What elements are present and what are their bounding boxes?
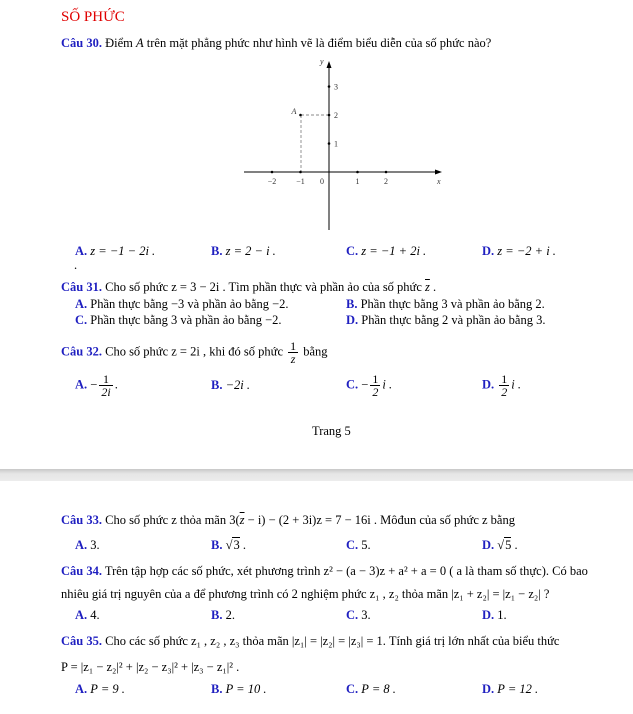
question-31-stem xyxy=(61,280,436,295)
question-35-line1 xyxy=(61,634,559,649)
option-b[interactable] xyxy=(346,297,545,312)
option-letter: C. xyxy=(75,313,88,327)
option-letter: A. xyxy=(75,682,88,696)
option-text: P = 8 . xyxy=(361,682,396,696)
option-text: P = 9 . xyxy=(90,682,125,696)
question-text-end: . xyxy=(429,280,437,294)
option-a[interactable] xyxy=(75,538,100,553)
x-tick-label: 1 xyxy=(355,177,360,186)
option-text: z = −1 − 2i . xyxy=(90,244,156,258)
question-text: bằng xyxy=(300,344,328,359)
suffix: i . xyxy=(511,377,522,392)
option-d[interactable] xyxy=(482,682,538,697)
question-30-stem xyxy=(61,36,491,51)
question-label: Câu 35. xyxy=(61,634,102,648)
x-tick-mark xyxy=(385,171,388,174)
y-tick-label: 1 xyxy=(334,139,338,149)
complex-plane-figure xyxy=(240,55,460,235)
fraction xyxy=(499,373,509,398)
option-b[interactable]: B. √3 . xyxy=(211,538,246,552)
point-a-label: A xyxy=(291,107,297,116)
denominator: 2i xyxy=(101,385,111,399)
option-letter: A. xyxy=(75,297,88,311)
option-text: Phần thực bằng 3 và phần ảo bằng 2. xyxy=(360,297,545,311)
option-text: 5. xyxy=(361,538,371,552)
option-text: 4. xyxy=(90,608,100,622)
x-tick-label: 2 xyxy=(384,177,388,186)
option-letter: B. xyxy=(211,682,223,696)
conjugate-z: $\overline{z}$ xyxy=(239,513,245,527)
y-tick-mark xyxy=(328,85,331,88)
sqrt-radicand: 5 xyxy=(505,538,512,552)
option-letter: B. xyxy=(211,608,223,622)
x-axis-arrow xyxy=(435,170,442,175)
numerator: 1 xyxy=(372,372,379,386)
y-axis-arrow xyxy=(327,61,332,68)
y-tick-label: 3 xyxy=(334,82,338,92)
numerator: 1 xyxy=(290,339,297,353)
option-letter: A. xyxy=(75,377,88,392)
question-label: Câu 30. xyxy=(61,36,102,50)
option-d[interactable] xyxy=(482,608,507,623)
option-letter: B. xyxy=(211,378,223,392)
y-tick-mark xyxy=(328,114,331,117)
y-tick-mark xyxy=(328,142,331,145)
question-32-stem xyxy=(61,340,328,365)
option-c[interactable] xyxy=(346,608,371,623)
option-text: P = 12 . xyxy=(497,682,539,696)
option-a[interactable] xyxy=(75,608,100,623)
numerator: 1 xyxy=(99,373,112,386)
option-letter: A. xyxy=(75,538,88,552)
question-label: Câu 33. xyxy=(61,513,102,527)
option-text: 2. xyxy=(225,608,235,622)
option-text: z = 2 − i . xyxy=(225,244,276,258)
option-text: 3. xyxy=(90,538,100,552)
option-d[interactable] xyxy=(482,244,556,259)
question-text: Cho số phức z = 2i , khi đó số phức xyxy=(105,344,287,359)
option-letter: D. xyxy=(482,538,495,552)
option-letter: A. xyxy=(75,608,88,622)
option-letter: C. xyxy=(346,682,359,696)
x-tick-mark xyxy=(299,171,302,174)
stray-dot: . xyxy=(74,258,78,272)
fraction xyxy=(370,373,380,398)
option-letter: D. xyxy=(346,313,359,327)
numerator: 1 xyxy=(501,372,508,386)
option-b[interactable] xyxy=(211,244,276,259)
fraction-one-over-z xyxy=(288,340,298,365)
question-34-line2: nhiêu giá trị nguyên của a để phương trình có 2 nghiệm phức z₁ , z₂ thỏa mãn |z₁ + z₂| = |z₁ − z₂| ? xyxy=(61,587,550,601)
minus-sign: − xyxy=(90,377,98,392)
option-d[interactable]: D. √5 . xyxy=(482,538,518,552)
option-text: 1. xyxy=(497,608,507,622)
option-letter: B. xyxy=(211,244,223,258)
option-text: z = −2 + i . xyxy=(497,244,556,258)
option-letter: C. xyxy=(346,377,359,392)
suffix: i . xyxy=(382,377,393,392)
question-text: Cho số phức z = 3 − 2i . Tìm phần thực và phần ảo của số phức xyxy=(105,280,426,294)
x-tick-mark xyxy=(271,171,274,174)
x-tick-label: −1 xyxy=(296,177,305,186)
option-letter: B. xyxy=(211,538,223,552)
question-text: Cho các số phức z₁ , z₂ , z₃ thỏa mãn |z₁| = |z₂| = |z₃| = 1. Tính giá trị lớn nhất của biểu thức xyxy=(105,634,560,648)
point-variable: A xyxy=(136,36,144,50)
option-a[interactable] xyxy=(75,682,125,697)
suffix: . xyxy=(239,538,246,552)
option-b[interactable] xyxy=(211,682,266,697)
option-letter: C. xyxy=(346,244,359,258)
option-a[interactable] xyxy=(75,244,155,259)
question-text: − i) − (2 + 3i)z = 7 − 16i . Môđun của số phức z bằng xyxy=(244,513,515,527)
question-34-line1 xyxy=(61,564,588,579)
fraction xyxy=(99,373,112,398)
option-c[interactable] xyxy=(346,682,396,697)
question-text: trên mặt phẳng phức như hình vẽ là điểm biểu diễn của số phức nào? xyxy=(143,36,492,50)
question-label: Câu 32. xyxy=(61,344,102,359)
option-letter: C. xyxy=(346,538,359,552)
suffix: . xyxy=(511,538,518,552)
denominator: 2 xyxy=(372,385,379,399)
question-label: Câu 31. xyxy=(61,280,102,294)
option-c[interactable] xyxy=(346,244,426,259)
sqrt-radicand: 3 xyxy=(233,538,240,552)
question-35-line2: P = |z₁ − z₂|² + |z₂ − z₃|² + |z₃ − z₁|² . xyxy=(61,660,240,674)
option-letter: A. xyxy=(75,244,88,258)
option-c[interactable] xyxy=(346,373,392,398)
conjugate-z: $\overline{z}$ xyxy=(425,280,430,294)
option-b[interactable] xyxy=(211,608,235,623)
page-footer: Trang 5 xyxy=(312,424,351,438)
question-text: Trên tập hợp các số phức, xét phương trình z² − (a − 3)z + a² + a = 0 ( a là tham số thực). Có bao xyxy=(104,564,588,578)
option-letter: D. xyxy=(482,244,495,258)
y-axis-label: y xyxy=(320,57,324,66)
option-c[interactable] xyxy=(346,538,371,553)
option-a[interactable] xyxy=(75,373,118,398)
option-letter: D. xyxy=(482,377,495,392)
question-text: Cho số phức z thỏa mãn 3( xyxy=(105,513,240,527)
x-axis-label: x xyxy=(437,177,441,186)
option-letter: B. xyxy=(346,297,358,311)
option-letter: C. xyxy=(346,608,359,622)
option-b[interactable] xyxy=(211,378,250,393)
point-a-marker xyxy=(299,114,302,117)
section-title: SỐ PHỨC xyxy=(61,9,125,25)
option-text: z = −1 + 2i . xyxy=(361,244,427,258)
page-separator xyxy=(0,469,633,481)
x-tick-label: 0 xyxy=(320,177,324,186)
option-a[interactable] xyxy=(75,297,289,312)
option-letter: D. xyxy=(482,682,495,696)
option-letter: D. xyxy=(482,608,495,622)
option-d[interactable] xyxy=(346,313,545,328)
option-text: 3. xyxy=(361,608,371,622)
option-c[interactable] xyxy=(75,313,282,328)
x-tick-label: −2 xyxy=(267,177,277,186)
option-text: Phần thực bằng 2 và phần ảo bằng 3. xyxy=(361,313,546,327)
denominator: z xyxy=(290,352,296,366)
x-tick-mark xyxy=(356,171,359,174)
option-text: Phần thực bằng 3 và phần ảo bằng −2. xyxy=(90,313,282,327)
option-text: Phần thực bằng −3 và phần ảo bằng −2. xyxy=(90,297,289,311)
y-tick-label: 2 xyxy=(334,111,338,120)
option-d[interactable] xyxy=(482,373,521,398)
option-text: P = 10 . xyxy=(225,682,267,696)
question-label: Câu 34. xyxy=(61,564,102,578)
question-33-stem xyxy=(61,513,515,528)
minus-sign: − xyxy=(361,377,369,392)
suffix: . xyxy=(114,377,118,392)
question-text: Điểm xyxy=(105,36,137,50)
option-text: −2i . xyxy=(225,378,251,392)
denominator: 2 xyxy=(501,385,508,399)
